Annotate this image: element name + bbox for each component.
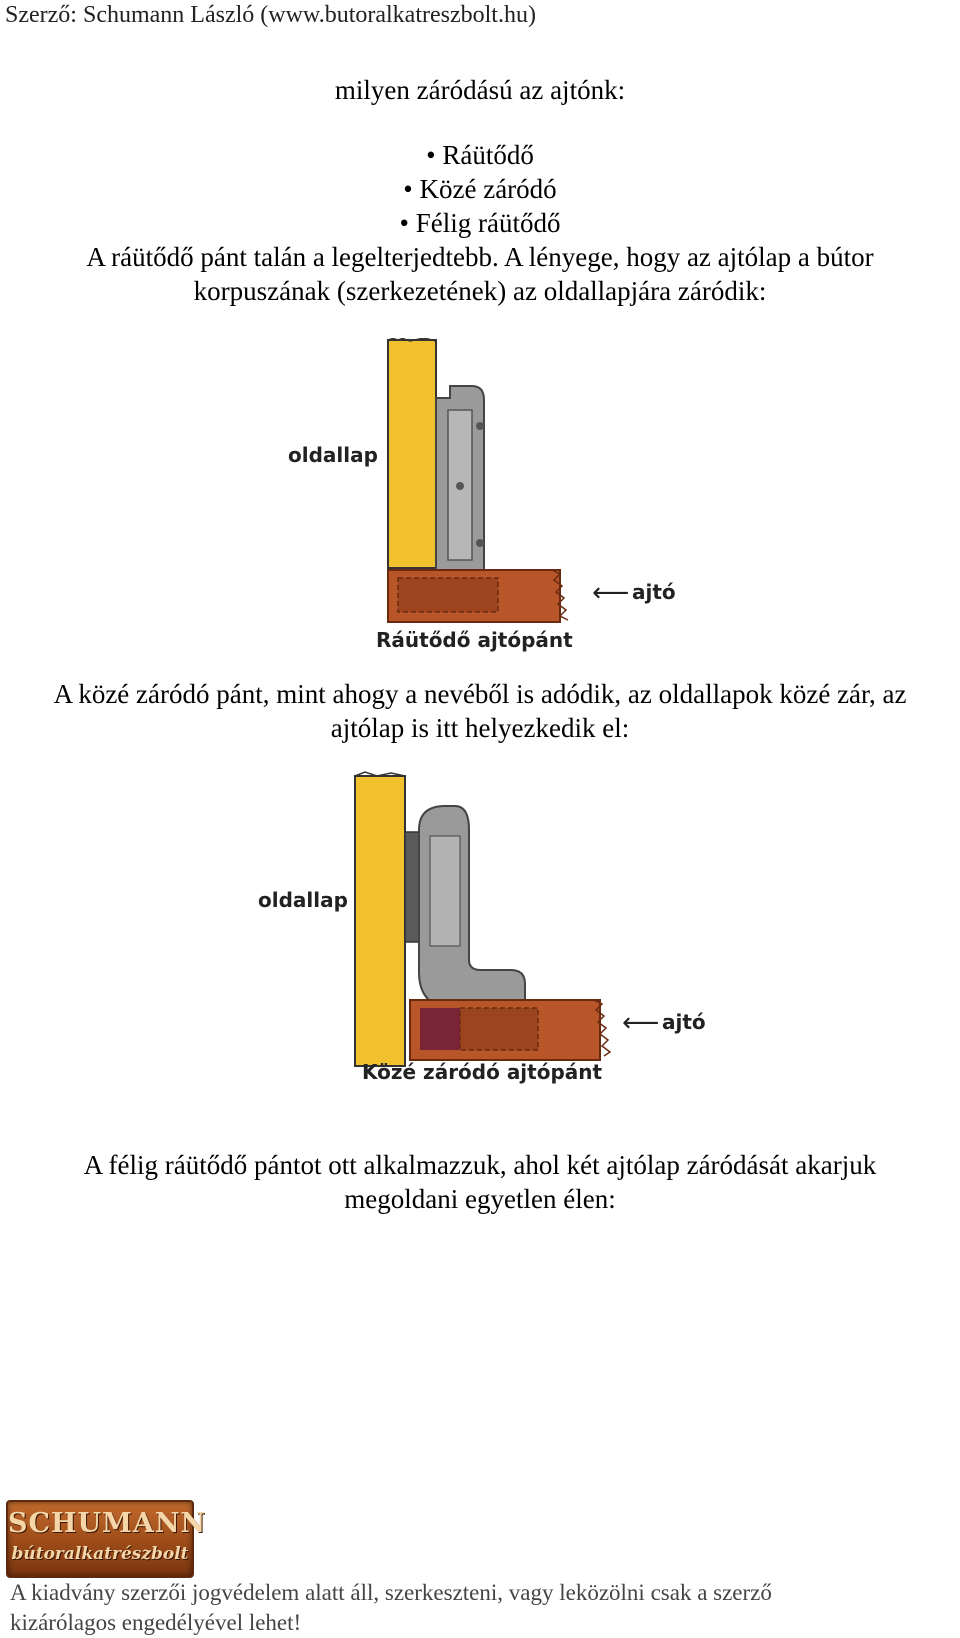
author-header: Szerző: Schumann László (www.butoralkatreszbolt.hu) — [5, 2, 536, 28]
intro-paragraph-line: A ráütődő pánt talán a legelterjedtebb. A lényege, hogy az ajtólap a bútor — [86, 242, 874, 272]
section2-paragraph-line: A közé záródó pánt, mint ahogy a nevéből is adódik, az oldallapok közé zár, az — [53, 679, 907, 709]
figure-inset-hinge — [250, 770, 720, 1092]
section3-paragraph — [0, 1148, 960, 1216]
section3-paragraph-line: megoldani egyetlen élen: — [344, 1184, 616, 1214]
figure2-side-label: oldallap — [258, 888, 348, 912]
bullet-item-koze-zarodo: • Közé záródó — [403, 174, 557, 204]
intro-paragraph-line: korpuszának (szerkezetének) az oldallapjára záródik: — [193, 276, 767, 306]
figure1-arrow-icon: ⟵ — [592, 578, 630, 608]
intro-question: milyen záródású az ajtónk: — [334, 75, 626, 105]
copyright-line: kizárólagos engedélyével lehet! — [10, 1610, 302, 1635]
figure-overlay-hinge — [270, 338, 690, 654]
section2-paragraph — [0, 677, 960, 745]
logo-subtitle: bútoralkatrészbolt — [11, 1544, 189, 1564]
figure1-caption: Ráütődő ajtópánt — [376, 628, 573, 652]
bullet-item-rautodo: • Ráütődő — [426, 140, 534, 170]
bullet-item-felig-rautodo: • Félig ráütődő — [399, 208, 561, 238]
intro-paragraph — [0, 240, 960, 308]
copyright-line: A kiadvány szerzői jogvédelem alatt áll, szerkeszteni, vagy leközölni csak a szerző — [10, 1580, 772, 1605]
schumann-logo — [6, 1500, 207, 1578]
section2-paragraph-line: ajtólap is itt helyezkedik el: — [330, 713, 630, 743]
figure2-caption: Közé záródó ajtópánt — [362, 1060, 603, 1084]
figure1-side-label: oldallap — [288, 443, 378, 467]
inset-hinge-drawing — [250, 770, 720, 1092]
copyright-notice — [10, 1578, 910, 1638]
section3-paragraph-line: A félig ráütődő pántot ott alkalmazzuk, ahol két ajtólap záródását akarjuk — [83, 1150, 877, 1180]
figure1-door-label: ajtó — [632, 580, 676, 604]
bullet-list — [0, 138, 960, 240]
logo-title: SCHUMANN — [8, 1508, 207, 1539]
figure2-door-label: ajtó — [662, 1010, 706, 1034]
figure2-arrow-icon: ⟵ — [622, 1008, 660, 1038]
